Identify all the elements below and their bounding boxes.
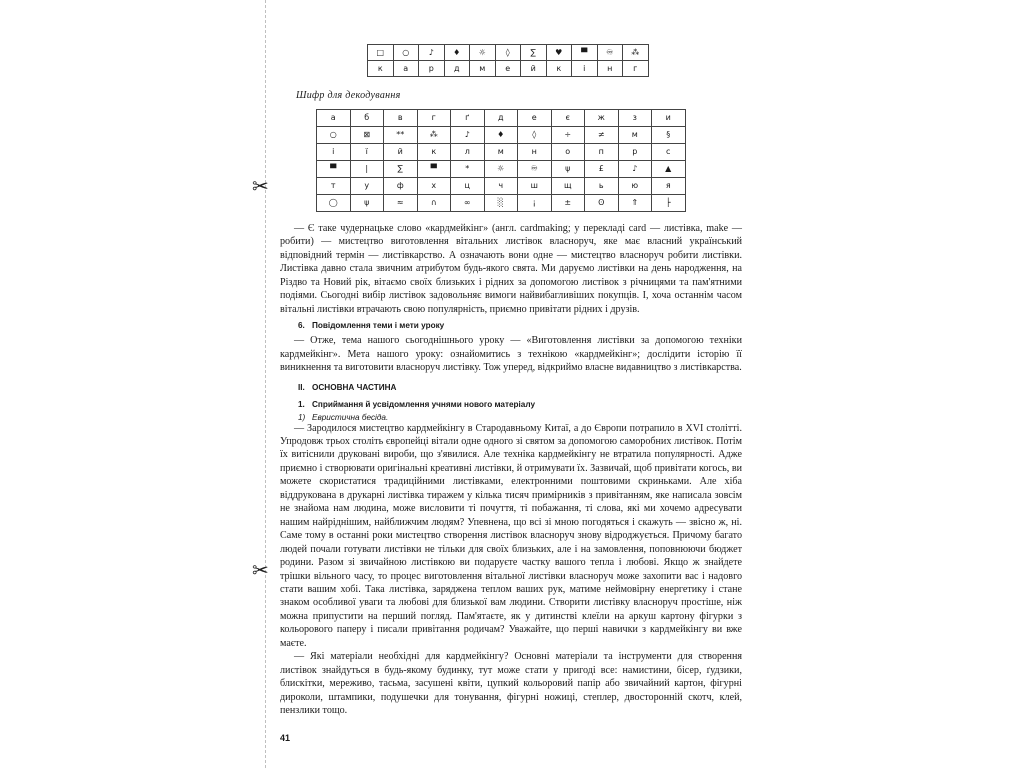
decode-letter-cell: д [484,110,518,127]
decode-symbol-cell: ♦ [484,127,518,144]
heading-number: 1. [298,399,305,409]
decode-letter-cell: і [317,144,351,161]
decode-letter-cell: ш [518,178,552,195]
key-letter-cell: й [521,61,547,77]
decode-symbol-cell: ▲ [652,161,686,178]
decode-letter-cell: ц [451,178,485,195]
subheading-heuristic [298,413,742,422]
decode-letter-cell: щ [551,178,585,195]
decode-symbol-cell: ├ [652,195,686,212]
decode-letter-cell: о [551,144,585,161]
decode-symbol-cell: ± [551,195,585,212]
key-letter-cell: н [597,61,623,77]
decode-symbol-cell: | [350,161,384,178]
decode-symbol-cell: ☼ [484,161,518,178]
decode-symbol-cell: ¡ [518,195,552,212]
decode-symbol-cell: * [451,161,485,178]
heading-topic [298,321,742,330]
decode-symbol-cell: ⁂ [417,127,451,144]
decode-symbol-cell: ▀ [317,161,351,178]
key-letter-cell: д [444,61,470,77]
decode-letter-cell: к [417,144,451,161]
decode-letters-row [317,144,686,161]
decode-symbol-cell: ψ [350,195,384,212]
decode-letter-cell: а [317,110,351,127]
decode-symbol-cell: ▀ [417,161,451,178]
decode-letter-cell: г [417,110,451,127]
scissors-icon: ✂ [252,558,269,582]
decode-symbol-cell: ψ [551,161,585,178]
decode-symbol-cell: ⊠ [350,127,384,144]
decode-symbols-row [317,161,686,178]
key-symbol-cell: ♦ [444,45,470,61]
key-symbol-cell: ○ [393,45,419,61]
decode-letter-cell: и [652,110,686,127]
decode-letter-cell: я [652,178,686,195]
decode-symbol-cell: ʘ [585,195,619,212]
key-symbol-cell: ♪ [419,45,445,61]
decode-symbols-row [317,127,686,144]
decode-symbol-cell: ≠ [585,127,619,144]
key-symbol-cell: □ [368,45,394,61]
decode-letter-cell: ґ [451,110,485,127]
decode-symbol-cell: ○ [317,127,351,144]
decode-letter-cell: п [585,144,619,161]
decode-symbol-cell: м [618,127,652,144]
decode-letter-cell: р [618,144,652,161]
decode-letter-cell: н [518,144,552,161]
key-symbol-cell: ∑ [521,45,547,61]
decode-symbol-cell: ∩ [417,195,451,212]
decode-symbol-cell: § [652,127,686,144]
decode-letter-cell: ф [384,178,418,195]
decode-cipher-table [316,109,686,212]
decode-letter-cell: ь [585,178,619,195]
scissors-icon: ✂ [252,174,269,198]
heading-main-part [298,383,742,392]
decode-symbol-cell: ∞ [451,195,485,212]
decode-letter-cell: с [652,144,686,161]
subheading-text: Евристична бесіда. [312,412,389,422]
heading-number: II. [298,382,305,392]
key-symbol-cell: ☼ [470,45,496,61]
key-letter-cell: р [419,61,445,77]
key-letter-cell: г [623,61,649,77]
decode-letter-cell: м [484,144,518,161]
heading-text: ОСНОВНА ЧАСТИНА [312,382,397,392]
key-symbol-cell: ⁂ [623,45,649,61]
decode-symbols-row [317,195,686,212]
heading-new-material [298,400,742,409]
decode-letter-cell: т [317,178,351,195]
decode-letter-cell: е [518,110,552,127]
decode-letter-cell: й [384,144,418,161]
decode-letter-cell: у [350,178,384,195]
key-letter-cell: е [495,61,521,77]
decode-symbol-cell: ♪ [618,161,652,178]
decode-letter-cell: ї [350,144,384,161]
decode-symbol-cell: ◊ [518,127,552,144]
decode-letter-cell: ж [585,110,619,127]
subheading-number: 1) [298,412,306,422]
decode-symbol-cell: ◯ [317,195,351,212]
heading-number: 6. [298,321,305,331]
decode-symbol-cell: ** [384,127,418,144]
decode-letters-row [317,110,686,127]
decode-symbol-cell: ░ [484,195,518,212]
topic-paragraph: — Отже, тема нашого сьогоднішнього уроку — «Виготовлення листівки за допомогою техніки кардмейкінг». Мета нашого уроку: ознайомитись з технікою «кардмейкінг»; дослідити історію її виникнення та виготовити власноруч листівку. Тож уперед, відкриймо власне видавництво з листівкарства. [280,335,742,374]
decode-caption: Шифр для декодування [296,90,401,101]
decode-letter-cell: в [384,110,418,127]
heading-text: Повідомлення теми і мети уроку [312,321,445,331]
page-content [280,44,742,718]
page-number: 41 [280,733,291,743]
decode-letter-cell: з [618,110,652,127]
key-symbols-row [368,45,649,61]
decode-symbol-cell: ÷ [551,127,585,144]
key-letter-cell: і [572,61,598,77]
key-letter-cell: к [546,61,572,77]
decode-letter-cell: ю [618,178,652,195]
decode-letter-cell: б [350,110,384,127]
decode-symbol-cell: ♾ [518,161,552,178]
decode-letter-cell: є [551,110,585,127]
decode-symbol-cell: ♪ [451,127,485,144]
decode-symbol-cell: ≈ [384,195,418,212]
history-paragraph: — Зародилося мистецтво кардмейкінгу в Стародавньому Китаї, а до Європи потрапило в XVI столітті. Упродовж трьох століть європейці вітали одне одного зі святом за допомогою саморобних листівок. Потім їх витіснили друковані вироби, що з'явилися. Але техніка кардмейкінгу не втратила популярності. Адже приємно і створювати оригінальні креативні листівки, й отримувати їх. Зазвичай, щоб привітати когось, ви можете скористатися традиційними листівками, електронними поштовими скриньками. Але хіба віддрукована в друкарні листівка тиражем у кілька тисяч примірників з привітанням, яке написала зовсім не знайома нам людина, може висловити ті почуття, ті побажання, ті слова, які ми хочемо адресувати нашим найріднішим, найближчим людям? Упевнена, що всі зі мною погодяться і скажуть — звісно ж, ні. Саме тому в останні роки мистецтво створення листівок власноруч знову відроджується. Причому багато людей почали готувати листівки не тільки для своїх близьких, але і на замовлення, поповнюючи бюджет родини. Разом зі звичайною листівкою ви подаруєте частку вашого тепла і любові. Якщо ж знайдете трішки вільного часу, то процес виготовлення вітальної листівки власноруч може захопити вас і надовго стати вашим хобі. Така листівка, заряджена теплом ваших рук, матиме неймовірну енергетику і стане знаком особливої уваги та любові для близької вам людини. Створити листівку власноруч простіше, ніж можна припустити на перший погляд. Пам'ятаєте, як у дитинстві клеїли на аркуш картону фігурки з кольорового паперу і писали привітання родичам? Уважайте, що перші навички з кардмейкінгу ви вже маєте. [280,422,742,649]
intro-paragraph: — Є таке чудернацьке слово «кардмейкінг» (англ. cardmaking; у перекладі card — листівка, make — робити) — мистецтво виготовлення вітальних листівок власноруч, яке має власний український відповідний термін — листівкарство. А означають вони одне — мистецтво власноруч робити листівки. Листівка давно стала звичним атрибутом будь-якого свята. Ми даруємо листівки на день народження, на Різдво та Новий рік, вітаємо своїх близьких і рідних за допомогою листівок з річницями та пам'ятними подіями. Сьогодні вибір листівок задовольняє вимоги найвибагливіших покупців. І, хоча останнім часом вітальні листівки втрачають свою популярність, приємно привітати рідних і друзів. [280,223,742,315]
key-symbol-cell: ◊ [495,45,521,61]
decode-letter-cell: л [451,144,485,161]
decode-symbol-cell: £ [585,161,619,178]
key-symbol-cell: ♾ [597,45,623,61]
decode-letters-row [317,178,686,195]
key-letter-cell: а [393,61,419,77]
key-symbol-cell: ▀ [572,45,598,61]
materials-paragraph: — Які матеріали необхідні для кардмейкінгу? Основні матеріали та інструменти для створення листівок знайдуться в будь-якому будинку, тут може стати у пригоді все: намистини, бісер, ґудзики, блискітки, мереживо, тасьма, засушені квіти, цупкий кольоровий папір або звичайний картон, фігурні дироколи, штампики, подушечки для тонування, фігурні ножиці, степлер, двосторонній скотч, клей, пензлики тощо. [280,651,742,717]
key-letter-cell: к [368,61,394,77]
key-letter-cell: м [470,61,496,77]
decode-symbol-cell: ∑ [384,161,418,178]
key-symbol-cell: ♥ [546,45,572,61]
heading-text: Сприймання й усвідомлення учнями нового матеріалу [312,399,536,409]
decode-letter-cell: х [417,178,451,195]
key-letters-row [368,61,649,77]
key-cipher-table [367,44,649,77]
decode-symbol-cell: ⇑ [618,195,652,212]
decode-letter-cell: ч [484,178,518,195]
cut-line [265,0,266,768]
